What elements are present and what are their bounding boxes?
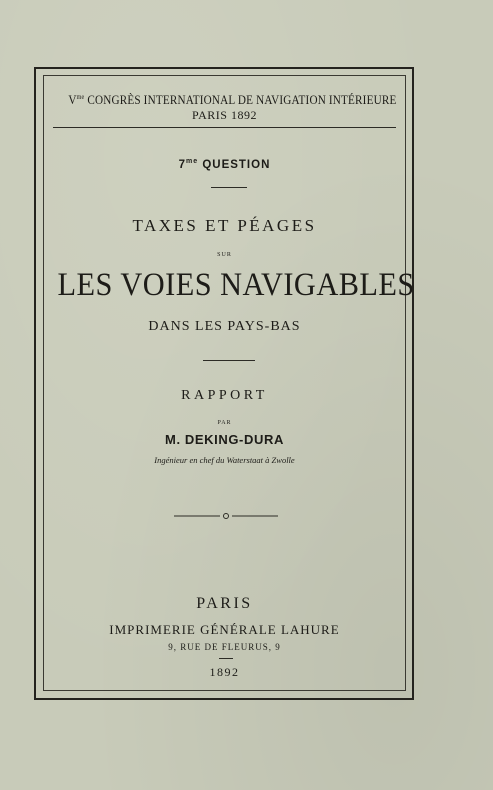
question-label: QUESTION <box>198 159 271 171</box>
author-title: Ingénieur en chef du Waterstaat à Zwolle <box>154 455 295 465</box>
question-heading <box>43 158 406 171</box>
imprint-printer: IMPRIMERIE GÉNÉRALE LAHURE <box>109 622 340 637</box>
report-label: RAPPORT <box>181 388 268 403</box>
author-name: M. DEKING-DURA <box>165 432 284 447</box>
title-subline: DANS LES PAYS-BAS <box>148 319 301 334</box>
title-connector: SUR <box>217 252 232 258</box>
imprint-divider <box>219 658 233 659</box>
report-by: PAR <box>217 420 232 426</box>
congress-name: CONGRÈS INTERNATIONAL DE NAVIGATION INTÉRIEURE <box>84 92 397 107</box>
congress-ordinal-suffix: me <box>76 93 85 101</box>
question-number-suffix: me <box>186 158 199 165</box>
title-line-1: TAXES ET PÉAGES <box>132 216 317 235</box>
question-number: 7 <box>178 159 186 171</box>
main-title: LES VOIES NAVIGABLES <box>57 267 415 303</box>
congress-heading <box>68 92 397 108</box>
ornamental-rule <box>174 511 278 521</box>
imprint-city: PARIS <box>196 595 253 612</box>
header-divider <box>53 127 396 128</box>
congress-ordinal: V <box>68 92 77 107</box>
imprint-address: 9, RUE DE FLEURUS, 9 <box>168 642 281 652</box>
title-divider <box>203 360 255 361</box>
question-divider <box>211 187 247 188</box>
imprint-year: 1892 <box>209 665 240 679</box>
congress-city-year: PARIS 1892 <box>192 108 257 122</box>
